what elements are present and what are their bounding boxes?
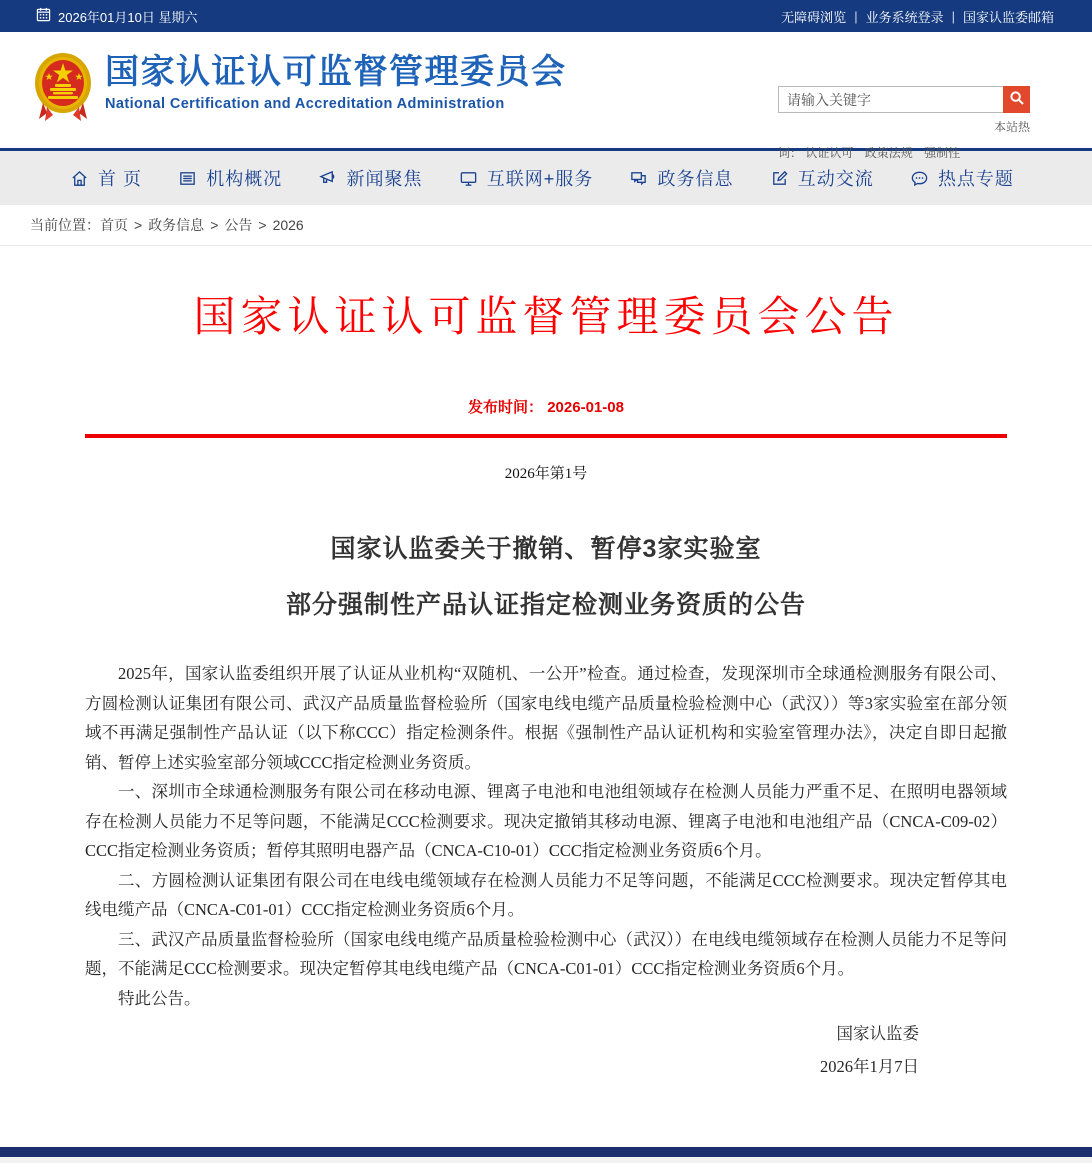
accessible-browsing-link[interactable]: 无障碍浏览	[781, 9, 847, 25]
paragraph: 二、方圆检测认证集团有限公司在电线电缆领域存在检测人员能力不足等问题，不能满足CCC检测要求。现决定暂停其电线电缆产品（CNCA-C01-01）CCC指定检测业务资质6个月。	[85, 870, 1007, 919]
breadcrumb-home[interactable]: 首页	[100, 217, 128, 233]
site-title-cn: 国家认证认可监督管理委员会	[105, 53, 567, 91]
subtitle-line-2: 部分强制性产品认证指定检测业务资质的公告	[285, 591, 806, 619]
breadcrumb-government-info[interactable]: 政务信息	[148, 217, 205, 233]
nav-item-home[interactable]	[70, 165, 142, 191]
speech-bubbles-icon	[629, 169, 648, 188]
article-title: 国家认证认可监督管理委员会公告	[193, 293, 899, 340]
megaphone-icon	[318, 169, 337, 188]
publish-date-label: 发布时间：	[468, 399, 544, 416]
nav-item-news[interactable]	[318, 165, 422, 191]
national-emblem-logo	[33, 51, 93, 125]
top-utility-bar	[0, 0, 1092, 32]
nav-item-about[interactable]	[178, 165, 282, 191]
breadcrumb	[0, 205, 1092, 246]
pencil-square-icon	[770, 169, 789, 188]
search-button[interactable]	[1003, 86, 1030, 113]
nav-label: 互联网+服务	[486, 169, 594, 189]
breadcrumb-separator: >	[210, 217, 219, 233]
current-date	[36, 7, 197, 26]
cnca-mailbox-link[interactable]: 国家认监委邮箱	[962, 9, 1054, 25]
announcement-subtitle	[85, 521, 1007, 633]
breadcrumb-year[interactable]: 2026	[272, 217, 304, 233]
nav-label: 首 页	[98, 169, 143, 189]
signature-block	[85, 1017, 1007, 1083]
site-search	[778, 86, 1030, 161]
search-input[interactable]	[778, 86, 1003, 113]
search-icon	[1009, 90, 1025, 109]
hot-words-row	[778, 144, 1030, 161]
site-header	[0, 32, 1092, 160]
publish-date-value: 2026-01-08	[547, 399, 624, 416]
publish-date-line	[85, 396, 1007, 417]
site-title-en: National Certification and Accreditation Administration	[105, 96, 505, 112]
hot-words-label-part1: 本站热	[993, 120, 1030, 134]
breadcrumb-announcements[interactable]: 公告	[224, 217, 253, 233]
monitor-icon	[459, 169, 478, 188]
link-separator: |	[854, 8, 858, 24]
document-icon	[178, 169, 197, 188]
nav-item-interaction[interactable]	[770, 165, 874, 191]
nav-label: 互动交流	[797, 169, 874, 189]
chat-dots-icon	[910, 169, 929, 188]
hot-word-link[interactable]: 认证认可	[805, 146, 854, 160]
nav-item-government-info[interactable]	[629, 165, 733, 191]
announcement-article	[0, 246, 1092, 1083]
nav-label: 政务信息	[657, 169, 734, 189]
title-divider-rule	[85, 434, 1007, 438]
home-icon	[70, 169, 89, 188]
paragraph: 特此公告。	[118, 988, 201, 1008]
document-number: 2026年第1号	[504, 466, 588, 482]
breadcrumb-label: 当前位置：	[30, 217, 100, 233]
signature-date: 2026年1月7日	[820, 1057, 919, 1076]
subtitle-line-1: 国家认监委关于撤销、暂停3家实验室	[330, 535, 762, 563]
hot-words-label-part2: 词：	[778, 146, 803, 160]
top-links	[781, 7, 1054, 26]
signature-org: 国家认监委	[836, 1024, 919, 1043]
paragraph: 一、深圳市全球通检测服务有限公司在移动电源、锂离子电池和电池组领域存在检测人员能力严重不足、在照明电器领域存在检测人员能力不足等问题，不能满足CCC检测要求。现决定撤销其移动电源、锂离子电池和电池组产品（CNCA-C09-02）CCC指定检测业务资质；暂停其照明电器产品（CNCA-C10-01）CCC指定检测业务资质6个月。	[85, 782, 1007, 860]
hot-word-link[interactable]: 强制性	[924, 146, 961, 160]
business-system-login-link[interactable]: 业务系统登录	[865, 9, 944, 25]
link-separator: |	[951, 8, 955, 24]
nav-item-hot-topics[interactable]	[910, 165, 1014, 191]
footer-spacer	[0, 1083, 1092, 1147]
footer-top-bar	[0, 1147, 1092, 1157]
breadcrumb-separator: >	[134, 217, 143, 233]
nav-label: 热点专题	[937, 169, 1014, 189]
calendar-icon	[36, 7, 51, 25]
nav-item-internet-services[interactable]	[459, 165, 594, 191]
paragraph: 2025年，国家认监委组织开展了认证从业机构“双随机、一公开”检查。通过检查，发现深圳市全球通检测服务有限公司、方圆检测认证集团有限公司、武汉产品质量监督检验所（国家电线电缆产品质量检验检测中心（武汉））等3家实验室在部分领域不再满足强制性产品认证（以下称CCC）指定检测条件。根据《强制性产品认证机构和实验室管理办法》，决定自即日起撤销、暂停上述实验室部分领域CCC指定检测业务资质。	[85, 664, 1007, 772]
breadcrumb-separator: >	[258, 217, 267, 233]
article-body	[85, 659, 1007, 1013]
footer-lower-strip	[0, 1157, 1092, 1163]
hot-word-link[interactable]: 政策法规	[864, 146, 913, 160]
site-brand	[105, 52, 567, 112]
nav-label: 机构概况	[206, 169, 283, 189]
date-text: 2026年01月10日 星期六	[58, 9, 198, 25]
nav-label: 新闻聚焦	[346, 169, 423, 189]
paragraph: 三、武汉产品质量监督检验所（国家电线电缆产品质量检验检测中心（武汉））在电线电缆领域存在检测人员能力不足等问题，不能满足CCC检测要求。现决定暂停其电线电缆产品（CNCA-C01-01）CCC指定检测业务资质6个月。	[85, 929, 1007, 978]
